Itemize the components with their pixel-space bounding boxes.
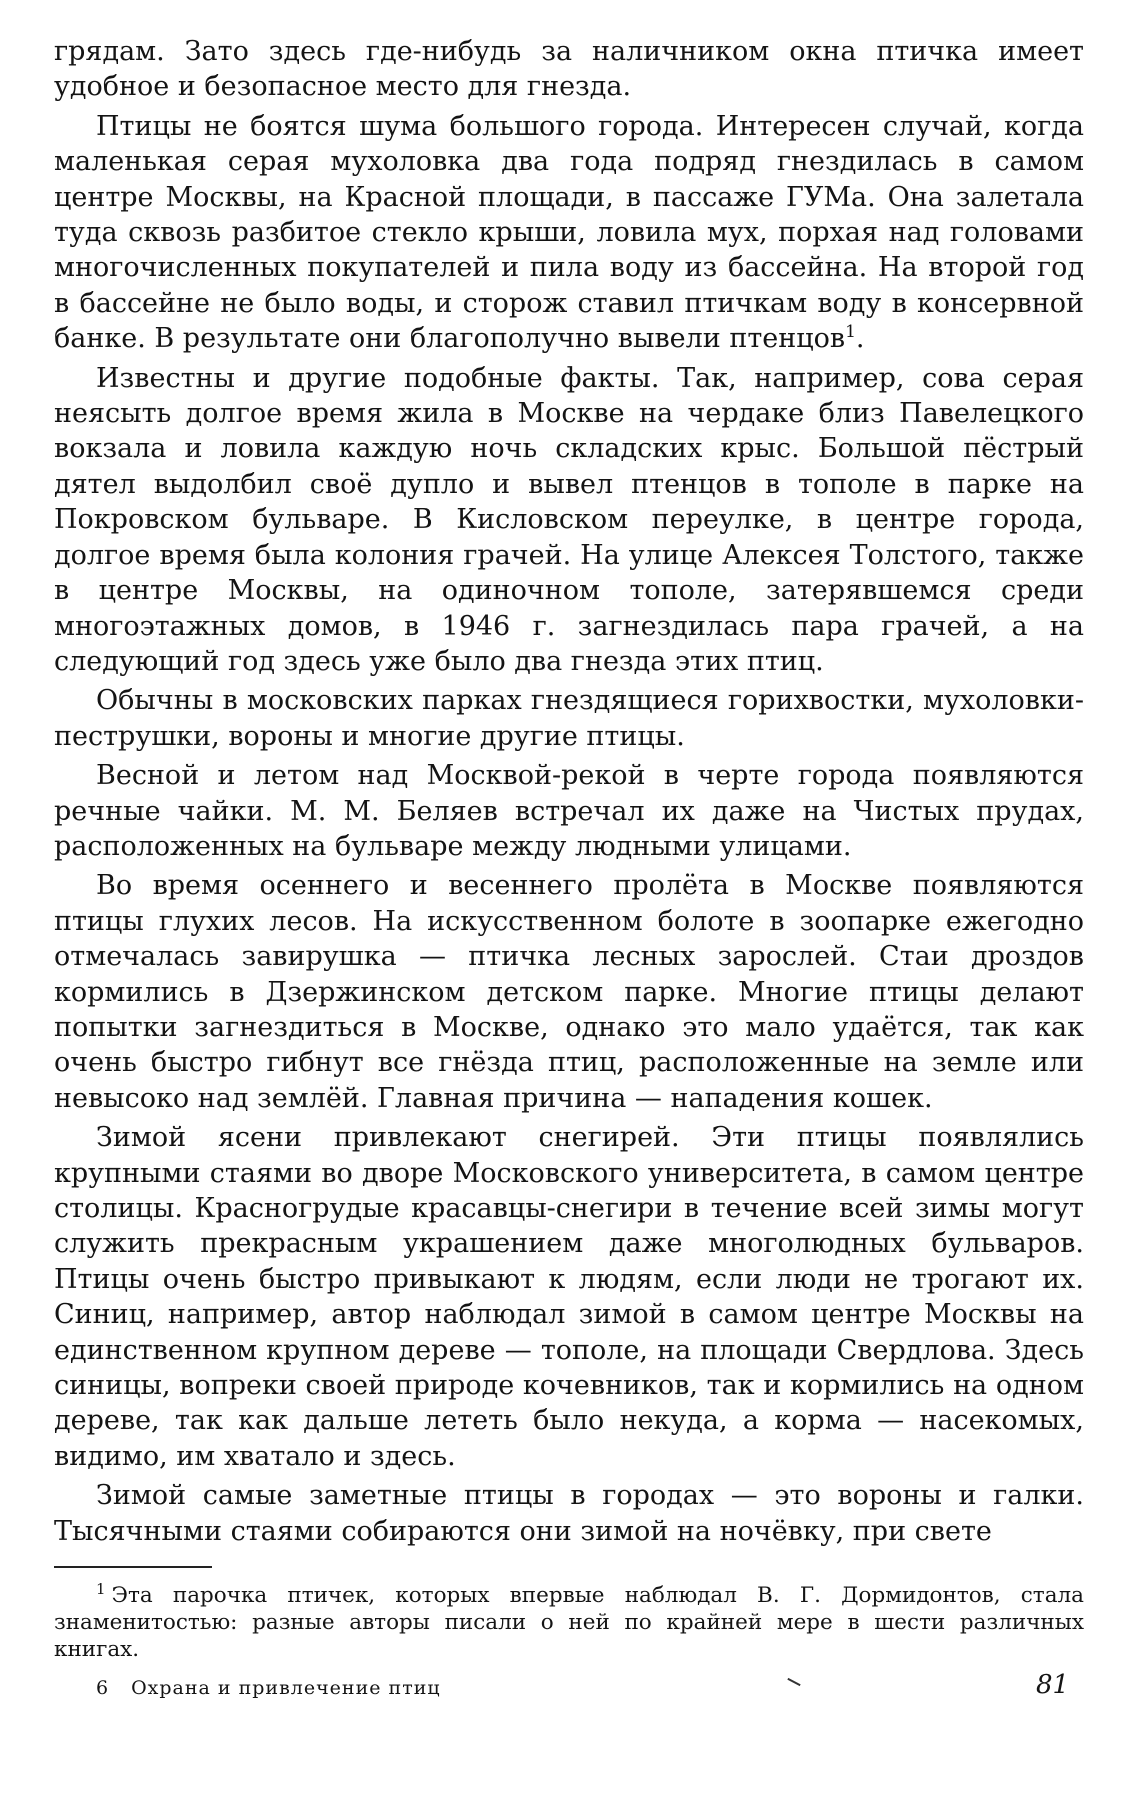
footnote-mark: 1: [96, 1579, 106, 1598]
signature-title: Охрана и привлечение птиц: [131, 1677, 441, 1699]
footnote-reference[interactable]: 1: [845, 322, 856, 343]
printer-signature: [96, 1677, 441, 1699]
footnote-text: Эта парочка птичек, которых впервые наблюдал В. Г. Дормидонтов, стала знаменитостью: разные авторы писали о ней по крайней мере в шести различных книгах.: [54, 1583, 1084, 1662]
paragraph: [54, 109, 1084, 357]
paragraph: Весной и летом над Москвой-рекой в черте города появляются речные чайки. М. М. Беляев встречал их даже на Чистых прудах, расположенных на бульваре между людными улицами.: [54, 760, 1084, 862]
print-speck: [787, 1678, 800, 1686]
paragraph-end-punctuation: .: [855, 323, 865, 355]
paragraph: Зимой самые заметные птицы в городах — это вороны и галки. Тысячными стаями собираются они зимой на ночёвку, при свете: [54, 1480, 1084, 1547]
paragraph: Зимой ясени привлекают снегирей. Эти птицы появлялись крупными стаями во дворе Московского университета, в самом центре столицы. Красногрудые красавцы-снегири в течение всей зимы могут служить прекрасным украшением даже многолюдных бульваров. Птицы очень быстро привыкают к людям, если люди не трогают их. Синиц, например, автор наблюдал зимой в самом центре Москвы на единственном крупном дереве — тополе, на площади Свердлова. Здесь синицы, вопреки своей природе кочевников, так и кормились на одном дереве, так как дальше лететь было некуда, а корма — насекомых, видимо, им хватало и здесь.: [54, 1122, 1084, 1472]
page-body: [54, 34, 1084, 1553]
paragraph: грядам. Зато здесь где-нибудь за наличником окна птичка имеет удобное и безопасное место для гнезда.: [54, 36, 1084, 103]
paragraph: Во время осеннего и весеннего пролёта в Москве появляются птицы глухих лесов. На искусственном болоте в зоопарке ежегодно отмечалась завирушка — птичка лесных зарослей. Стаи дроздов кормились в Дзержинском детском парке. Многие птицы делают попытки загнездиться в Москве, однако это мало удаётся, так как очень быстро гибнут все гнёзда птиц, расположенные на земле или невысоко над землёй. Главная причина — нападения кошек.: [54, 870, 1084, 1114]
footnote: [54, 1579, 1084, 1663]
page-number: 81: [1036, 1670, 1070, 1700]
paragraph: Обычны в московских парках гнездящиеся горихвостки, мухоловки-пеструшки, вороны и многие другие птицы.: [54, 685, 1084, 752]
paragraph-text: Птицы не боятся шума большого города. Интересен случай, когда маленькая серая мухоловка два года подряд гнездилась в самом центре Москвы, на Красной площади, в пассаже ГУМа. Она залетала туда сквозь разбитое стекло крыши, ловила мух, порхая над головами многочисленных покупателей и пила воду из бассейна. На второй год в бассейне не было воды, и сторож ставил птичкам воду в консервной банке. В результате они благополучно вывели птенцов: [54, 110, 1084, 355]
signature-number: 6: [96, 1677, 110, 1699]
paragraph: Известны и другие подобные факты. Так, например, сова серая неясыть долгое время жила в Москве на чердаке близ Павелецкого вокзала и ловила каждую ночь складских крыс. Большой пёстрый дятел выдолбил своё дупло и вывел птенцов в тополе в парке на Покровском бульваре. В Кисловском переулке, в центре города, долгое время была колония грачей. На улице Алексея Толстого, также в центре Москвы, на одиночном тополе, затерявшемся среди многоэтажных домов, в 1946 г. загнездилась пара грачей, а на следующий год здесь уже было два гнезда этих птиц.: [54, 362, 1084, 677]
footnote-divider: [54, 1566, 212, 1568]
